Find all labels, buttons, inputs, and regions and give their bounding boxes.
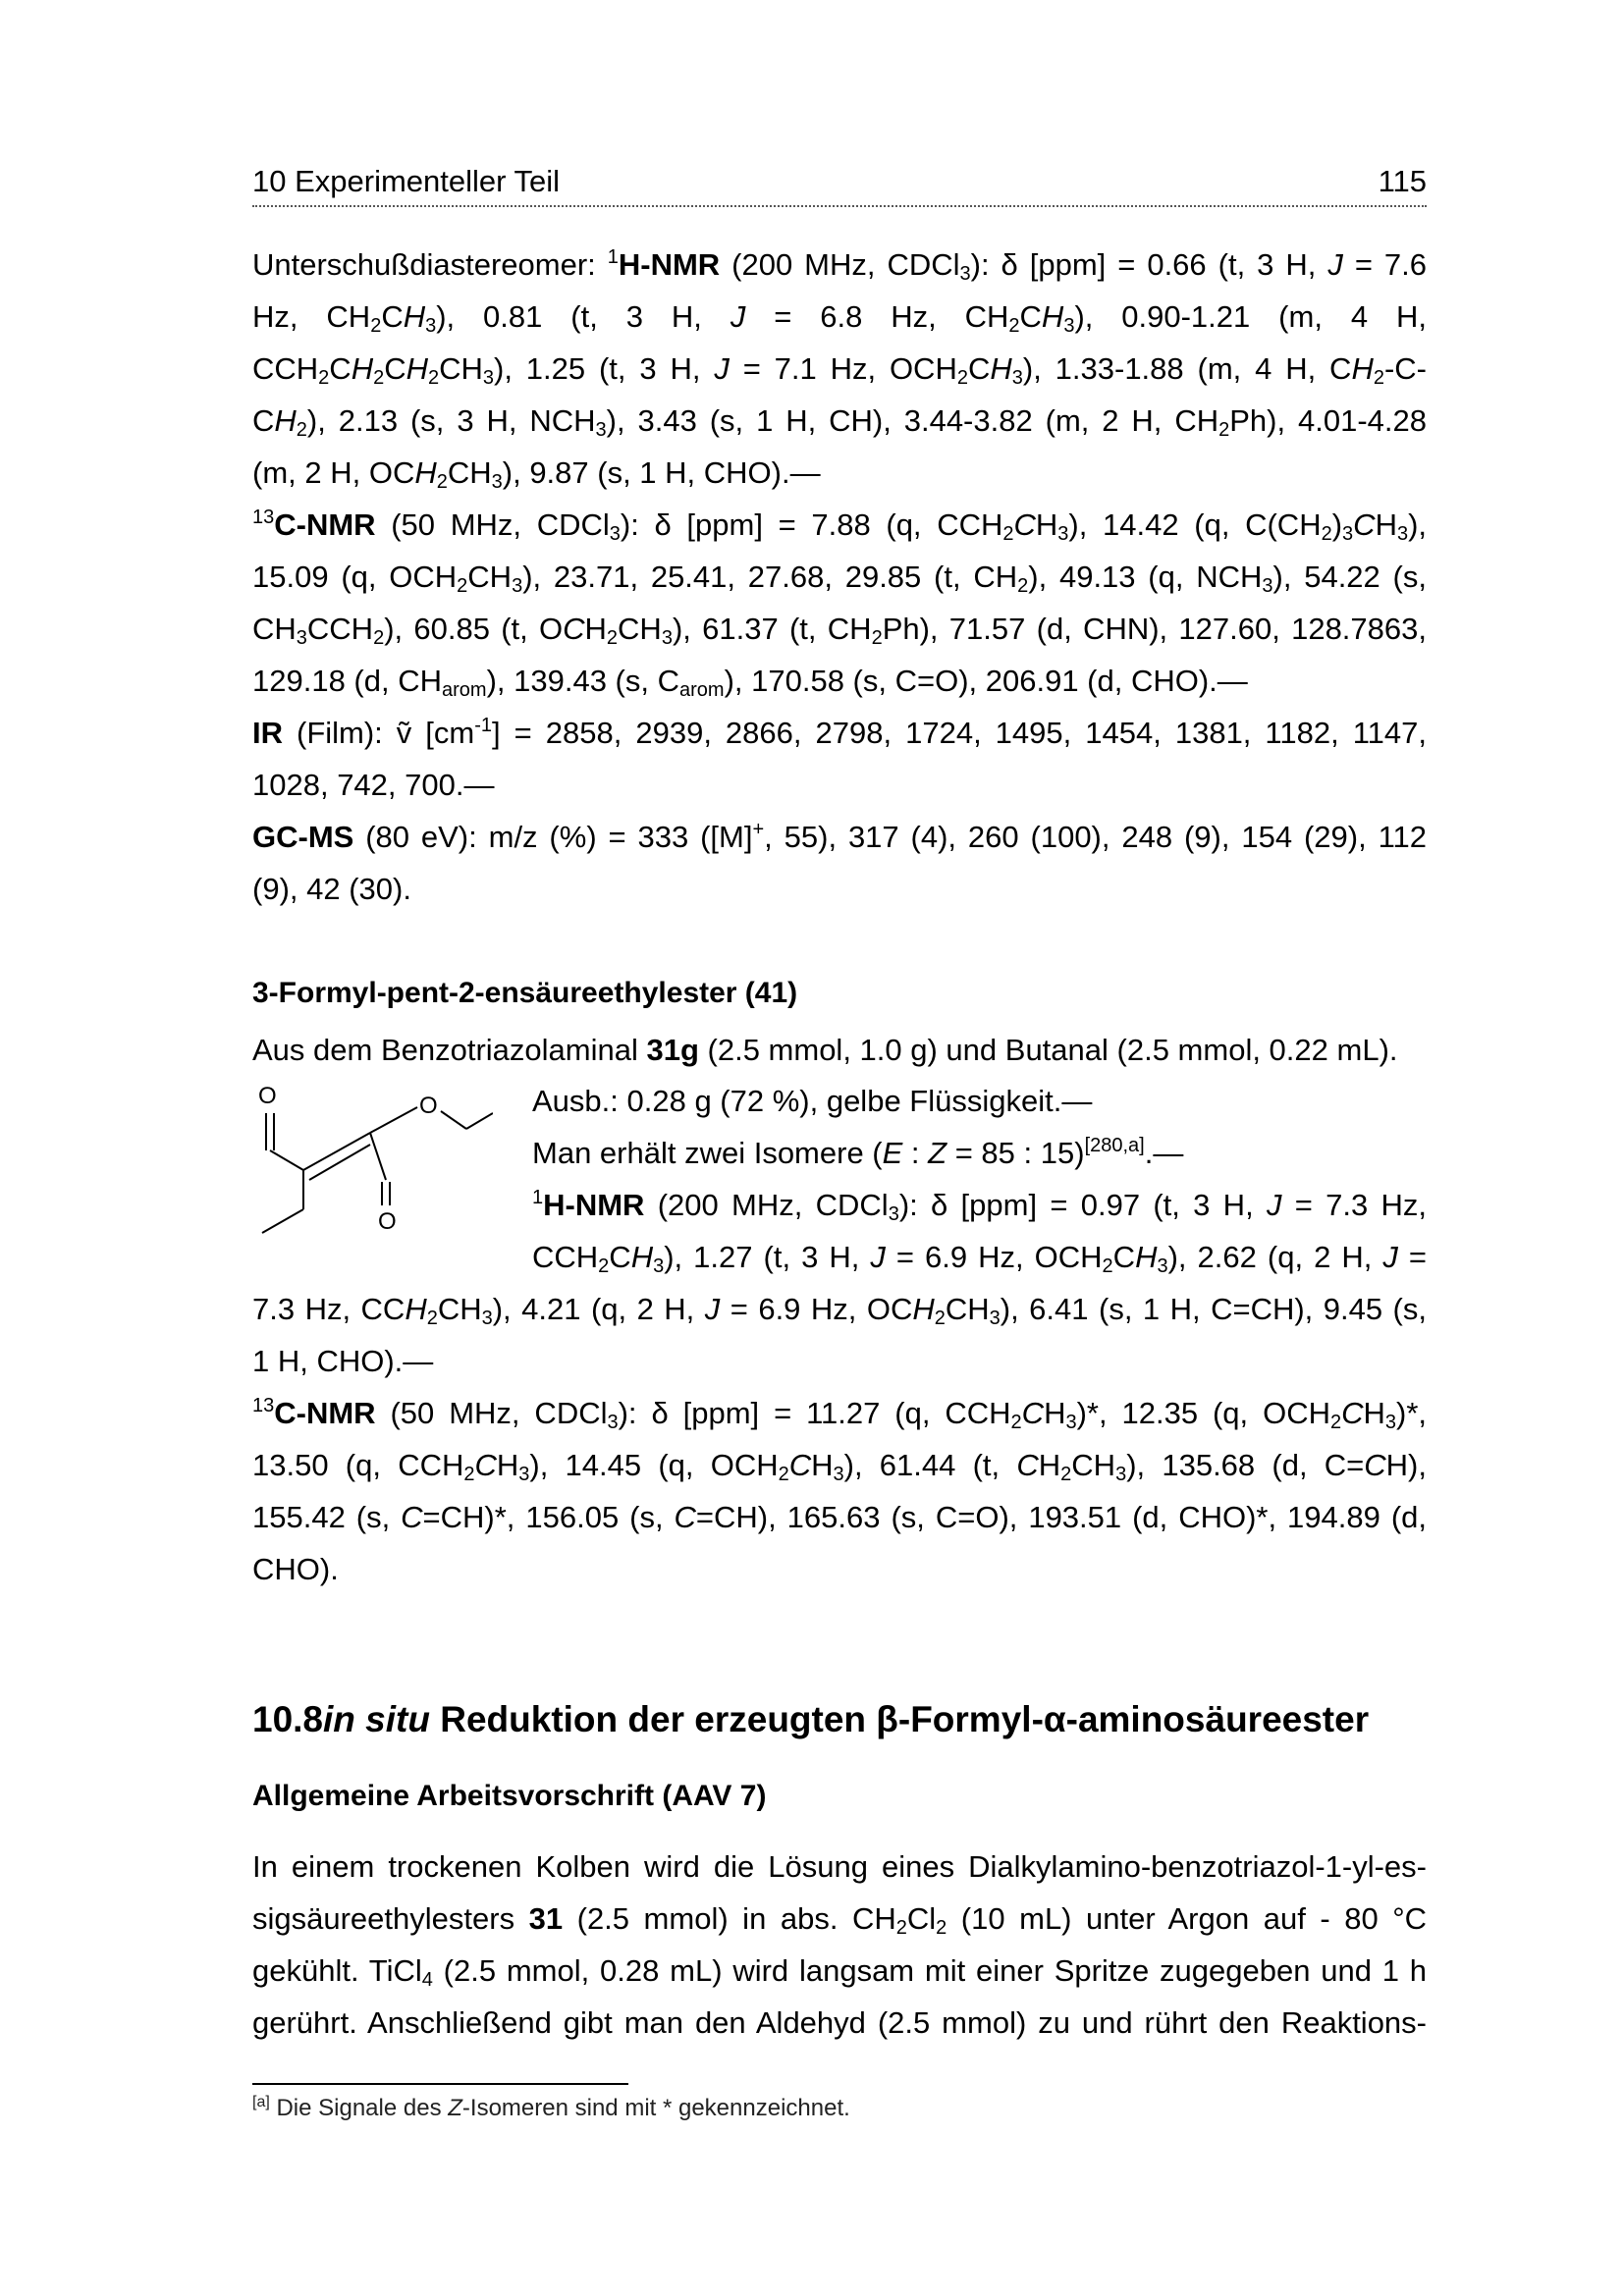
c-nmr-line: $^{13}$C-NMR (50 MHz, CDCl$_3$): δ [ppm] = 11.27 (q, $CCH_2CH_3)*$, 12.35 (q, $OCH_2CH_3)*$,: [252, 1395, 1427, 1433]
footnote: [a] Die Signale des Z-Isomeren sind mit * gekennzeichnet.: [252, 2094, 850, 2121]
structure-drawing: [252, 1078, 493, 1245]
ir-heading: IR: [252, 716, 283, 750]
page-number: 115: [1378, 164, 1427, 198]
c-nmr-line: $CH_3CCH_2$), 60.85 (t, $OCH_2CH_3$), 61.37 (t, $CH_2Ph$), 71.57 (d, CHN), 127.60, 128.7863,: [252, 612, 1427, 649]
c-nmr-line: 129.18 (d, $CH_{arom}$), 139.43 (s, $C_{arom}$), 170.58 (s, C=O), 206.91 (d, CHO).—: [252, 664, 1248, 701]
h-nmr-line: (m, 2 H, $OCH_2CH_3$), 9.87 (s, 1 H, CHO).—: [252, 455, 821, 493]
compound-title: 3-Formyl-pent-2-ensäureethylester (41): [252, 977, 798, 1009]
h-nmr-line: $^1$H-NMR (200 MHz, CDCl$_3$): δ [ppm] = 0.97 (t, 3 H, J = 7.3 Hz,: [532, 1187, 1427, 1225]
h-nmr-line: Unterschußdiastereomer: $^1$H-NMR (200 MHz, CDCl$_3$): δ [ppm] = 0.66 (t, 3 H, J = 7.6: [252, 246, 1427, 285]
atom-label-o: O: [258, 1083, 277, 1109]
h-nmr-line: 7.3 Hz, $CCH_2CH_3$), 4.21 (q, 2 H, J = 6.9 Hz, $OCH_2CH_3$), 6.41 (s, 1 H, C=CH), 9.45 (s,: [252, 1292, 1427, 1329]
chapter-title: 10 Experimenteller Teil: [252, 164, 561, 198]
ms-line: GC-MS (80 eV): m/z (%) = 333 ([M]+, 55), 317 (4), 260 (100), 248 (9), 154 (29), 112: [252, 819, 1427, 854]
ms-line: (9), 42 (30).: [252, 872, 411, 906]
minor-label: Unterschußdiastereomer:: [252, 247, 608, 282]
section-title-italic: in situ: [323, 1699, 430, 1739]
atom-label-o: O: [378, 1208, 397, 1235]
c-nmr-heading: C-NMR: [274, 507, 376, 542]
yield-line: Ausb.: 0.28 g (72 %), gelbe Flüssigkeit.—: [532, 1084, 1093, 1118]
ir-line: 1028, 742, 700.—: [252, 768, 495, 802]
h-nmr-heading: H-NMR: [618, 247, 721, 282]
c-nmr-line: 155.42 (s, C=CH)*, 156.05 (s, C=CH), 165.63 (s, C=O), 193.51 (d, CHO)*, 194.89 (d,: [252, 1500, 1427, 1534]
atom-label-o: O: [419, 1093, 438, 1119]
compound-rest-block: [252, 1283, 1427, 1595]
procedure-line: gerührt. Anschließend gibt man den Aldehyd (2.5 mmol) zu und rührt den Reaktions-: [252, 2005, 1427, 2040]
h-nmr-line: $CCH_2CH_2CH_2CH_3$), 1.25 (t, 3 H, J = 7.1 Hz, $OCH_2CH_3$), 1.33-1.88 (m, 4 H, $CH_2-C-$: [252, 351, 1428, 389]
compound-side-text: [532, 1075, 1427, 1283]
running-header: [252, 162, 1427, 207]
procedure-line: In einem trockenen Kolben wird die Lösung eines Dialkylamino-benzotriazol-1-yl-es-: [252, 1849, 1427, 1884]
ir-line: IR (Film): ṽ $[cm^{-1}] = 2858$, 2939, 2866, 2798, 1724, 1495, 1454, 1381, 1182, 1147,: [252, 715, 1427, 750]
subsection-heading: Allgemeine Arbeitsvorschrift (AAV 7): [252, 1780, 767, 1812]
h-nmr-line: $CH_2$), 2.13 (s, 3 H, $NCH_3$), 3.43 (s, 1 H, CH), 3.44-3.82 (m, 2 H, $CH_2Ph$), 4.01-4.28: [252, 403, 1427, 441]
isomers-line: Man erhält zwei Isomere (E : Z = 85 : 15)[280,a].—: [532, 1135, 1184, 1170]
section-number: 10.8: [252, 1699, 324, 1739]
h-nmr-heading: H-NMR: [543, 1188, 645, 1222]
section-heading: [252, 1690, 1369, 1749]
procedure-paragraph: [252, 1841, 1427, 2049]
procedure-line: sigsäureethylesters 31 (2.5 mmol) in abs. $CH_2Cl_2$ (10 mL) unter Argon auf - 80 °C: [252, 1901, 1428, 1939]
c-nmr-line: $^{13}$C-NMR (50 MHz, CDCl$_3$): δ [ppm] = 7.88 (q, $CCH_2CH_3$), 14.42 (q, $C(CH_2)_3CH_3$),: [252, 507, 1428, 545]
section-title: Reduktion der erzeugten β-Formyl-α-aminosäureester: [429, 1699, 1370, 1739]
c-nmr-line: CHO).: [252, 1552, 339, 1586]
c-nmr-line: 15.09 (q, $OCH_2CH_3$), 23.71, 25.41, 27.68, 29.85 (t, $CH_2$), 49.13 (q, $NCH_3$), 54.22 (s,: [252, 560, 1427, 597]
h-nmr-line: $CCH_2CH_3$), 1.27 (t, 3 H, J = 6.9 Hz, $OCH_2CH_3$), 2.62 (q, 2 H, J =: [532, 1240, 1427, 1277]
procedure-line: gekühlt. TiCl$_4$ (2.5 mmol, 0.28 mL) wird langsam mit einer Spritze zugegeben und 1 h: [252, 1953, 1427, 1991]
compound-intro: Aus dem Benzotriazolaminal 31g (2.5 mmol, 1.0 g) und Butanal (2.5 mmol, 0.22 mL).: [252, 1033, 1398, 1067]
footnote-rule: [252, 2083, 628, 2085]
ms-heading: GC-MS: [252, 820, 354, 854]
h-nmr-line: 1 H, CHO).—: [252, 1344, 434, 1378]
h-nmr-line: Hz, $CH_2CH_3$), 0.81 (t, 3 H, J = 6.8 Hz, $CH_2CH_3$), 0.90-1.21 (m, 4 H,: [252, 299, 1427, 337]
c-nmr-heading: C-NMR: [274, 1396, 376, 1430]
footnote-mark: [a]: [252, 2094, 270, 2110]
minor-diastereomer-block: [252, 239, 1427, 915]
c-nmr-line: 13.50 (q, $CCH_2CH_3$), 14.45 (q, $OCH_2CH_3$), 61.44 (t, $CH_2CH_3$), 135.68 (d, C=CH),: [252, 1448, 1427, 1485]
